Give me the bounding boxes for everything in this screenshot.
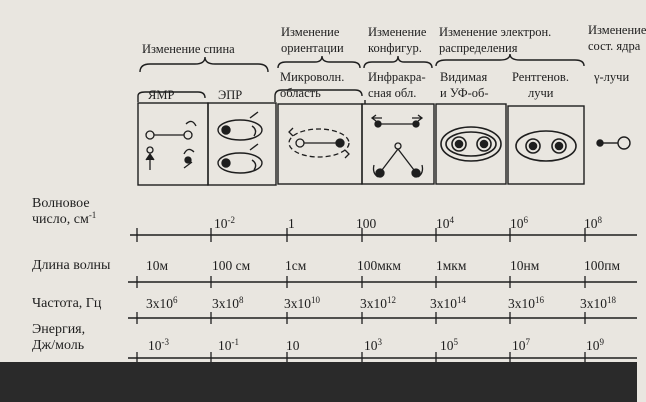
header-config-1: Изменение [368,25,427,39]
orientation-brace [278,56,360,68]
wavenumber-value: 100 [356,216,377,231]
label-wavelength: Длина волны [32,258,111,273]
frequency-value: $3x10^{18}$ [580,295,616,311]
wavelength-value: 1см [285,258,307,273]
header-orientation-1: Изменение [281,25,340,39]
wavenumber-value: $10^8$ [584,215,602,231]
frequency-value: $3x10^8$ [212,295,244,311]
xray-box [508,106,584,184]
energy-value: $10^7$ [512,337,530,353]
microwave-pictogram [289,128,349,158]
wavelength-value: 100мкм [357,258,401,273]
frequency-value: $3x10^{16}$ [508,295,544,311]
region-gamma: γ-лучи [594,70,630,84]
nmr-box [138,103,208,185]
energy-value: $10^5$ [440,337,458,353]
label-energy-1: Энергия, [32,322,86,337]
infrared-pictogram [372,115,423,177]
wavenumber-value: $10^{-2}$ [214,215,235,231]
wavenumber-value: $10^6$ [510,215,528,231]
header-spin: Изменение спина [142,42,235,56]
wavelength-value: 100 см [212,258,251,273]
xray-pictogram [516,131,576,161]
header-electron-2: распределения [439,41,518,55]
wavelength-value: 1мкм [436,258,467,273]
wavelength-value: 10нм [510,258,540,273]
header-orientation-2: ориентации [281,41,344,55]
region-epr: ЭПР [218,88,243,102]
header-config-2: конфигур. [368,41,422,55]
frequency-value: $3x10^{14}$ [430,295,466,311]
frequency-value: $3x10^{10}$ [284,295,320,311]
region-nmr: ЯМР [148,88,175,102]
header-state-2: сост. ядра [588,39,641,53]
region-visible-2: и УФ-об- [440,86,489,100]
header-state-1: Изменение [588,23,646,37]
energy-value: $10^3$ [364,337,382,353]
label-wavenumber-2: число, $см^{-1}$ [32,210,97,227]
wavelength-value: 100пм [584,258,621,273]
nmr-pictogram [146,121,196,170]
energy-value: 10 [286,338,300,353]
epr-pictogram [218,112,262,173]
label-energy-2: Дж/моль [32,338,85,353]
wavelength-value: 10м [146,258,169,273]
region-infrared-2: сная обл. [368,86,417,100]
energy-value: $10^{-3}$ [148,337,169,353]
gamma-pictogram [597,137,630,149]
infrared-box [362,104,434,184]
header-electron-1: Изменение электрон. [439,25,552,39]
region-xray-2: лучи [528,86,554,100]
energy-value: $10^{-1}$ [218,337,239,353]
config-brace [364,56,432,68]
label-wavenumber-1: Волновое [32,196,90,211]
visible-pictogram [441,127,501,161]
label-frequency: Частота, Гц [32,296,102,311]
region-xray-1: Рентгенов. [512,70,569,84]
region-infrared-1: Инфракра- [368,70,426,84]
caption-band [0,362,637,402]
frequency-value: $3x10^6$ [146,295,178,311]
region-visible-1: Видимая [440,70,488,84]
energy-value: $10^9$ [586,337,604,353]
wavenumber-value: 1 [288,216,295,231]
wavenumber-value: $10^4$ [436,215,454,231]
region-microwave-1: Микроволн. [280,70,345,84]
spin-brace [140,57,268,72]
frequency-value: $3x10^{12}$ [360,295,396,311]
region-microwave-2: область [280,86,321,100]
